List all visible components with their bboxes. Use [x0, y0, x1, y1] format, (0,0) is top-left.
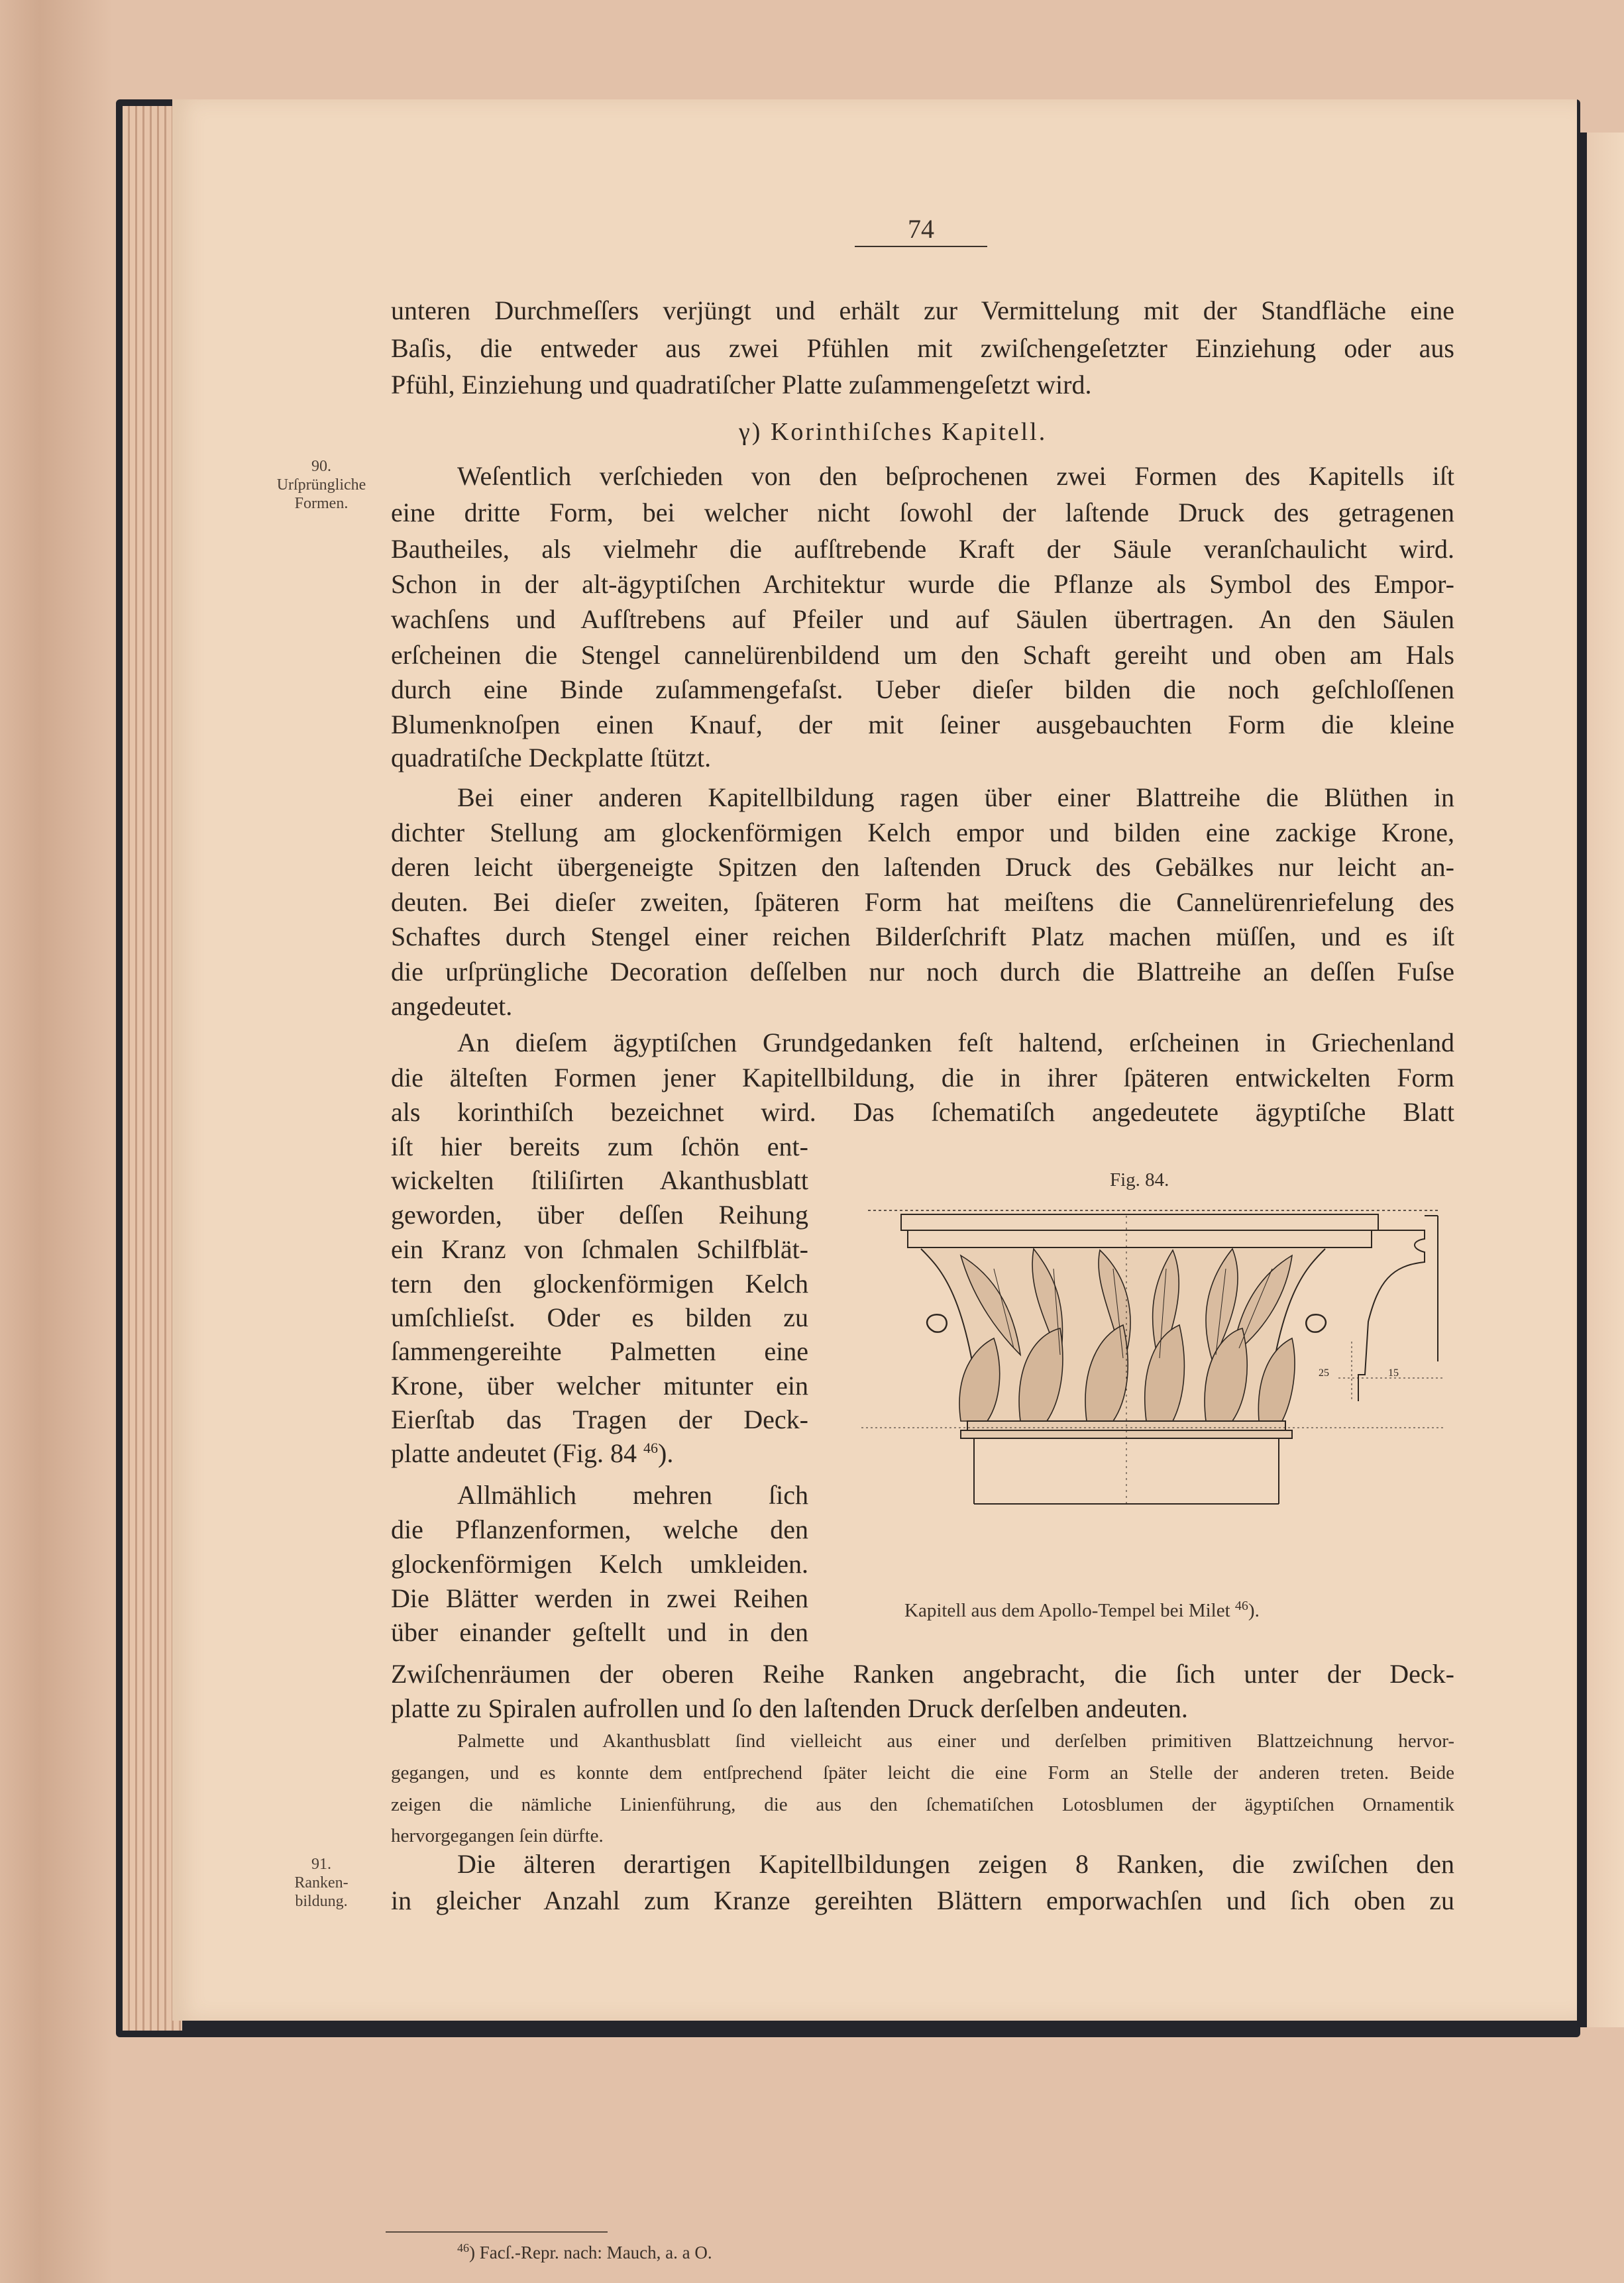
body-line: deren leicht übergeneigte Spitzen den laſtenden Druck des Gebälkes nur leicht an-	[391, 852, 1454, 882]
section-heading: γ) Korinthiſches Kapitell.	[739, 418, 1048, 446]
body-line: dichter Stellung am glockenförmigen Kelch empor und bilden eine zackige Krone,	[391, 818, 1454, 847]
body-line: ein Kranz von ſchmalen Schilfblät-	[391, 1234, 808, 1264]
body-line: iſt hier bereits zum ſchön ent-	[391, 1132, 808, 1161]
smallprint-line: zeigen die nämliche Linienführung, die aus den ſchematiſchen Lotosblumen der ägyptiſchen Ornamentik	[391, 1794, 1454, 1815]
body-line: Eierſtab das Tragen der Deck-	[391, 1405, 808, 1434]
body-line: Die Blätter werden in zwei Reihen	[391, 1583, 808, 1613]
body-line: die älteſten Formen jener Kapitellbildung, die in ihrer ſpäteren entwickelten Form	[391, 1063, 1454, 1092]
body-line: ſammengereihte Palmetten eine	[391, 1336, 808, 1366]
body-line: angedeutet.	[391, 991, 513, 1021]
body-line: umſchlieſst. Oder es bilden zu	[391, 1302, 808, 1332]
smallprint-line: hervorgegangen ſein dürfte.	[391, 1825, 604, 1846]
body-line: Allmählich mehren ſich	[457, 1480, 808, 1510]
body-line: tern den glockenförmigen Kelch	[391, 1269, 808, 1299]
body-line: durch eine Binde zuſammengefaſst. Ueber dieſer bilden die noch geſchloſſenen	[391, 674, 1454, 704]
body-line: Weſentlich verſchieden von den beſprochenen zwei Formen des Kapitells iſt	[457, 461, 1454, 491]
body-line: Blumenknoſpen einen Knauf, der mit ſeiner ausgebauchten Form die kleine	[391, 710, 1454, 739]
margin-note-91: 91. Ranken- bildung.	[294, 1856, 349, 1910]
footnote-ref: 46	[643, 1440, 659, 1456]
body-line: Bautheiles, als vielmehr die aufſtrebende Kraft der Säule veranſchaulicht wird.	[391, 534, 1454, 564]
body-line: glockenförmigen Kelch umkleiden.	[391, 1549, 808, 1579]
body-line: Schaftes durch Stengel einer reichen Bilderſchrift Platz machen müſſen, und es iſt	[391, 922, 1454, 951]
body-line: eine dritte Form, bei welcher nicht ſowohl der laſtende Druck des getragenen	[391, 498, 1454, 527]
body-line: platte andeutet (Fig. 84 $^{46}$).	[391, 1438, 674, 1468]
body-line: Bei einer anderen Kapitellbildung ragen über einer Blattreihe die Blüthen in	[457, 782, 1454, 812]
dimension-label-left: 25	[1319, 1367, 1329, 1379]
body-line: in gleicher Anzahl zum Kranze gereihten Blättern emporwachſen und ſich oben zu	[391, 1885, 1454, 1915]
figure-caption: Kapitell aus dem Apollo-Tempel bei Milet $^{46}$).	[904, 1599, 1260, 1621]
smallprint-line: gegangen, und es konnte dem entſprechend ſpäter leicht die eine Form an Stelle der anderen treten. Beide	[391, 1762, 1454, 1783]
body-line: geworden, über deſſen Reihung	[391, 1200, 808, 1230]
right-page-edge	[1577, 133, 1624, 2027]
body-line: unteren Durchmeſſers verjüngt und erhält zur Vermittelung mit der Standfläche eine	[391, 295, 1454, 325]
margin-note-90: 90. Urſprüngliche Formen.	[276, 458, 366, 512]
body-line: über einander geſtellt und in den	[391, 1617, 808, 1647]
body-line: Zwiſchenräumen der oberen Reihe Ranken angebracht, die ſich unter der Deck-	[391, 1659, 1454, 1689]
body-line: Pfühl, Einziehung und quadratiſcher Platte zuſammengeſetzt wird.	[391, 370, 1092, 399]
body-line: Die älteren derartigen Kapitellbildungen zeigen 8 Ranken, die zwiſchen den	[457, 1849, 1454, 1879]
dimension-label-right: 15	[1388, 1367, 1399, 1379]
page-number: 74	[855, 213, 987, 247]
body-line: erſcheinen die Stengel cannelürenbildend um den Schaft gereiht und oben am Hals	[391, 640, 1454, 670]
smallprint-line: Palmette und Akanthusblatt ſind vielleicht aus einer und derſelben primitiven Blattzeichnung hervor-	[457, 1730, 1454, 1752]
body-line: deuten. Bei dieſer zweiten, ſpäteren Form hat meiſtens die Cannelürenriefelung des	[391, 887, 1454, 917]
body-line: als korinthiſch bezeichnet wird. Das ſchematiſch angedeutete ägyptiſche Blatt	[391, 1097, 1454, 1127]
body-line: Krone, über welcher mitunter ein	[391, 1371, 808, 1401]
footnote-rule	[386, 2231, 608, 2233]
body-line: Baſis, die entweder aus zwei Pfühlen mit zwiſchengeſetzter Einziehung oder aus	[391, 333, 1454, 363]
body-line: platte zu Spiralen aufrollen und ſo den laſtenden Druck derſelben andeuten.	[391, 1693, 1188, 1723]
body-line: wachſens und Aufſtrebens auf Pfeiler und auf Säulen übertragen. An den Säulen	[391, 604, 1454, 634]
body-line: quadratiſche Deckplatte ſtützt.	[391, 743, 712, 772]
body-line: die urſprüngliche Decoration deſſelben nur noch durch die Blattreihe an deſſen Fuſse	[391, 957, 1454, 986]
body-line: die Pflanzenformen, welche den	[391, 1514, 808, 1544]
body-line: Schon in der alt-ägyptiſchen Architektur wurde die Pflanze als Symbol des Empor-	[391, 569, 1454, 599]
footnote: $^{46}$) Facſ.-Repr. nach: Mauch, a. a O.	[457, 2241, 712, 2262]
figure-label: Fig. 84.	[1110, 1169, 1169, 1191]
body-line: An dieſem ägyptiſchen Grundgedanken feſt haltend, erſcheinen in Griechenland	[457, 1028, 1454, 1057]
body-line: wickelten ſtiliſirten Akanthusblatt	[391, 1165, 808, 1195]
capital-illustration	[861, 1202, 1444, 1590]
